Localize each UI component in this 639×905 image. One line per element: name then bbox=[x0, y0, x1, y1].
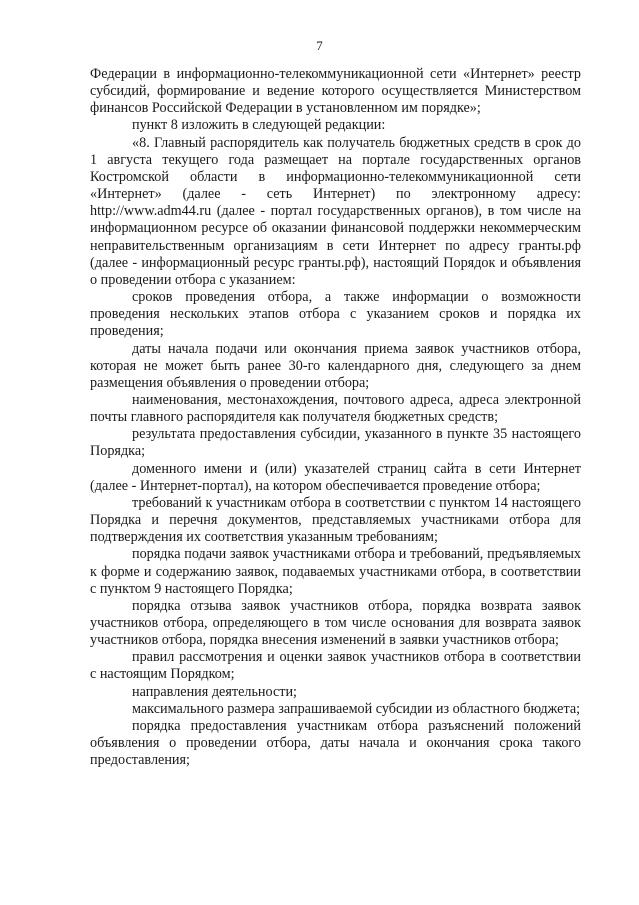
document-body bbox=[90, 66, 581, 769]
paragraph-list-item: доменного имени и (или) указателей страниц сайта в сети Интернет (далее - Интернет-портал), на котором обеспечивается проведение отбора; bbox=[90, 460, 581, 494]
paragraph-list-item: порядка подачи заявок участниками отбора и требований, предъявляемых к форме и содержанию заявок, подаваемых участниками отбора, в соответствии с пунктом 9 настоящего Порядка; bbox=[90, 546, 581, 597]
paragraph-list-item: наименования, местонахождения, почтового адреса, адреса электронной почты главного распорядителя как получателя бюджетных средств; bbox=[90, 391, 581, 426]
paragraph-list-item: максимального размера запрашиваемой субсидии из областного бюджета; bbox=[132, 700, 581, 717]
paragraph-list-item: даты начала подачи или окончания приема заявок участников отбора, которая не может быть ранее 30-го календарного дня, следующего за днем размещения объявления о проведении отбора; bbox=[90, 340, 581, 391]
paragraph-list-item: результата предоставления субсидии, указанного в пункте 35 настоящего Порядка; bbox=[90, 426, 581, 460]
paragraph-list-item: порядка отзыва заявок участников отбора, порядка возврата заявок участников отбора, определяющего в том числе основания для возврата заявок участников отбора, порядка внесения изменений в заявки участников отбора; bbox=[90, 597, 581, 649]
paragraph-clause-8: «8. Главный распорядитель как получатель бюджетных средств в срок до 1 августа текущего года размещает на портале государственных органов Костромской области в информационно-телекоммуникационной сети «Интернет» (далее - сеть Интернет) по электронному адресу: http://www.adm44.ru (далее - портал государственных органов), в том числе на информационном ресурсе об оказании финансовой поддержки некоммерческим неправительственным организациям в сети Интернет по адресу гранты.рф (далее - информационный ресурс гранты.рф), настоящий Порядок и объявления о проведении отбора с указанием: bbox=[90, 134, 581, 288]
page-number: 7 bbox=[316, 38, 323, 53]
paragraph-list-item: направления деятельности; bbox=[132, 683, 297, 700]
paragraph-continuation: Федерации в информационно-телекоммуникационной сети «Интернет» реестр субсидий, формирование и ведение которого осуществляется Министерством финансов Российской Федерации в установленном им порядке»; bbox=[90, 66, 581, 117]
paragraph-list-item: сроков проведения отбора, а также информации о возможности проведения нескольких этапов отбора с указанием сроков и порядка их проведения; bbox=[90, 289, 581, 340]
paragraph-list-item: порядка предоставления участникам отбора разъяснений положений объявления о проведении отбора, даты начала и окончания срока такого предоставления; bbox=[90, 717, 581, 769]
paragraph-list-item: требований к участникам отбора в соответствии с пунктом 14 настоящего Порядка и перечня документов, представляемых участниками отбора для подтверждения их соответствия указанным требованиям; bbox=[90, 494, 581, 546]
paragraph-amendment-intro: пункт 8 изложить в следующей редакции: bbox=[132, 117, 386, 134]
paragraph-list-item: правил рассмотрения и оценки заявок участников отбора в соответствии с настоящим Порядком; bbox=[90, 649, 581, 683]
